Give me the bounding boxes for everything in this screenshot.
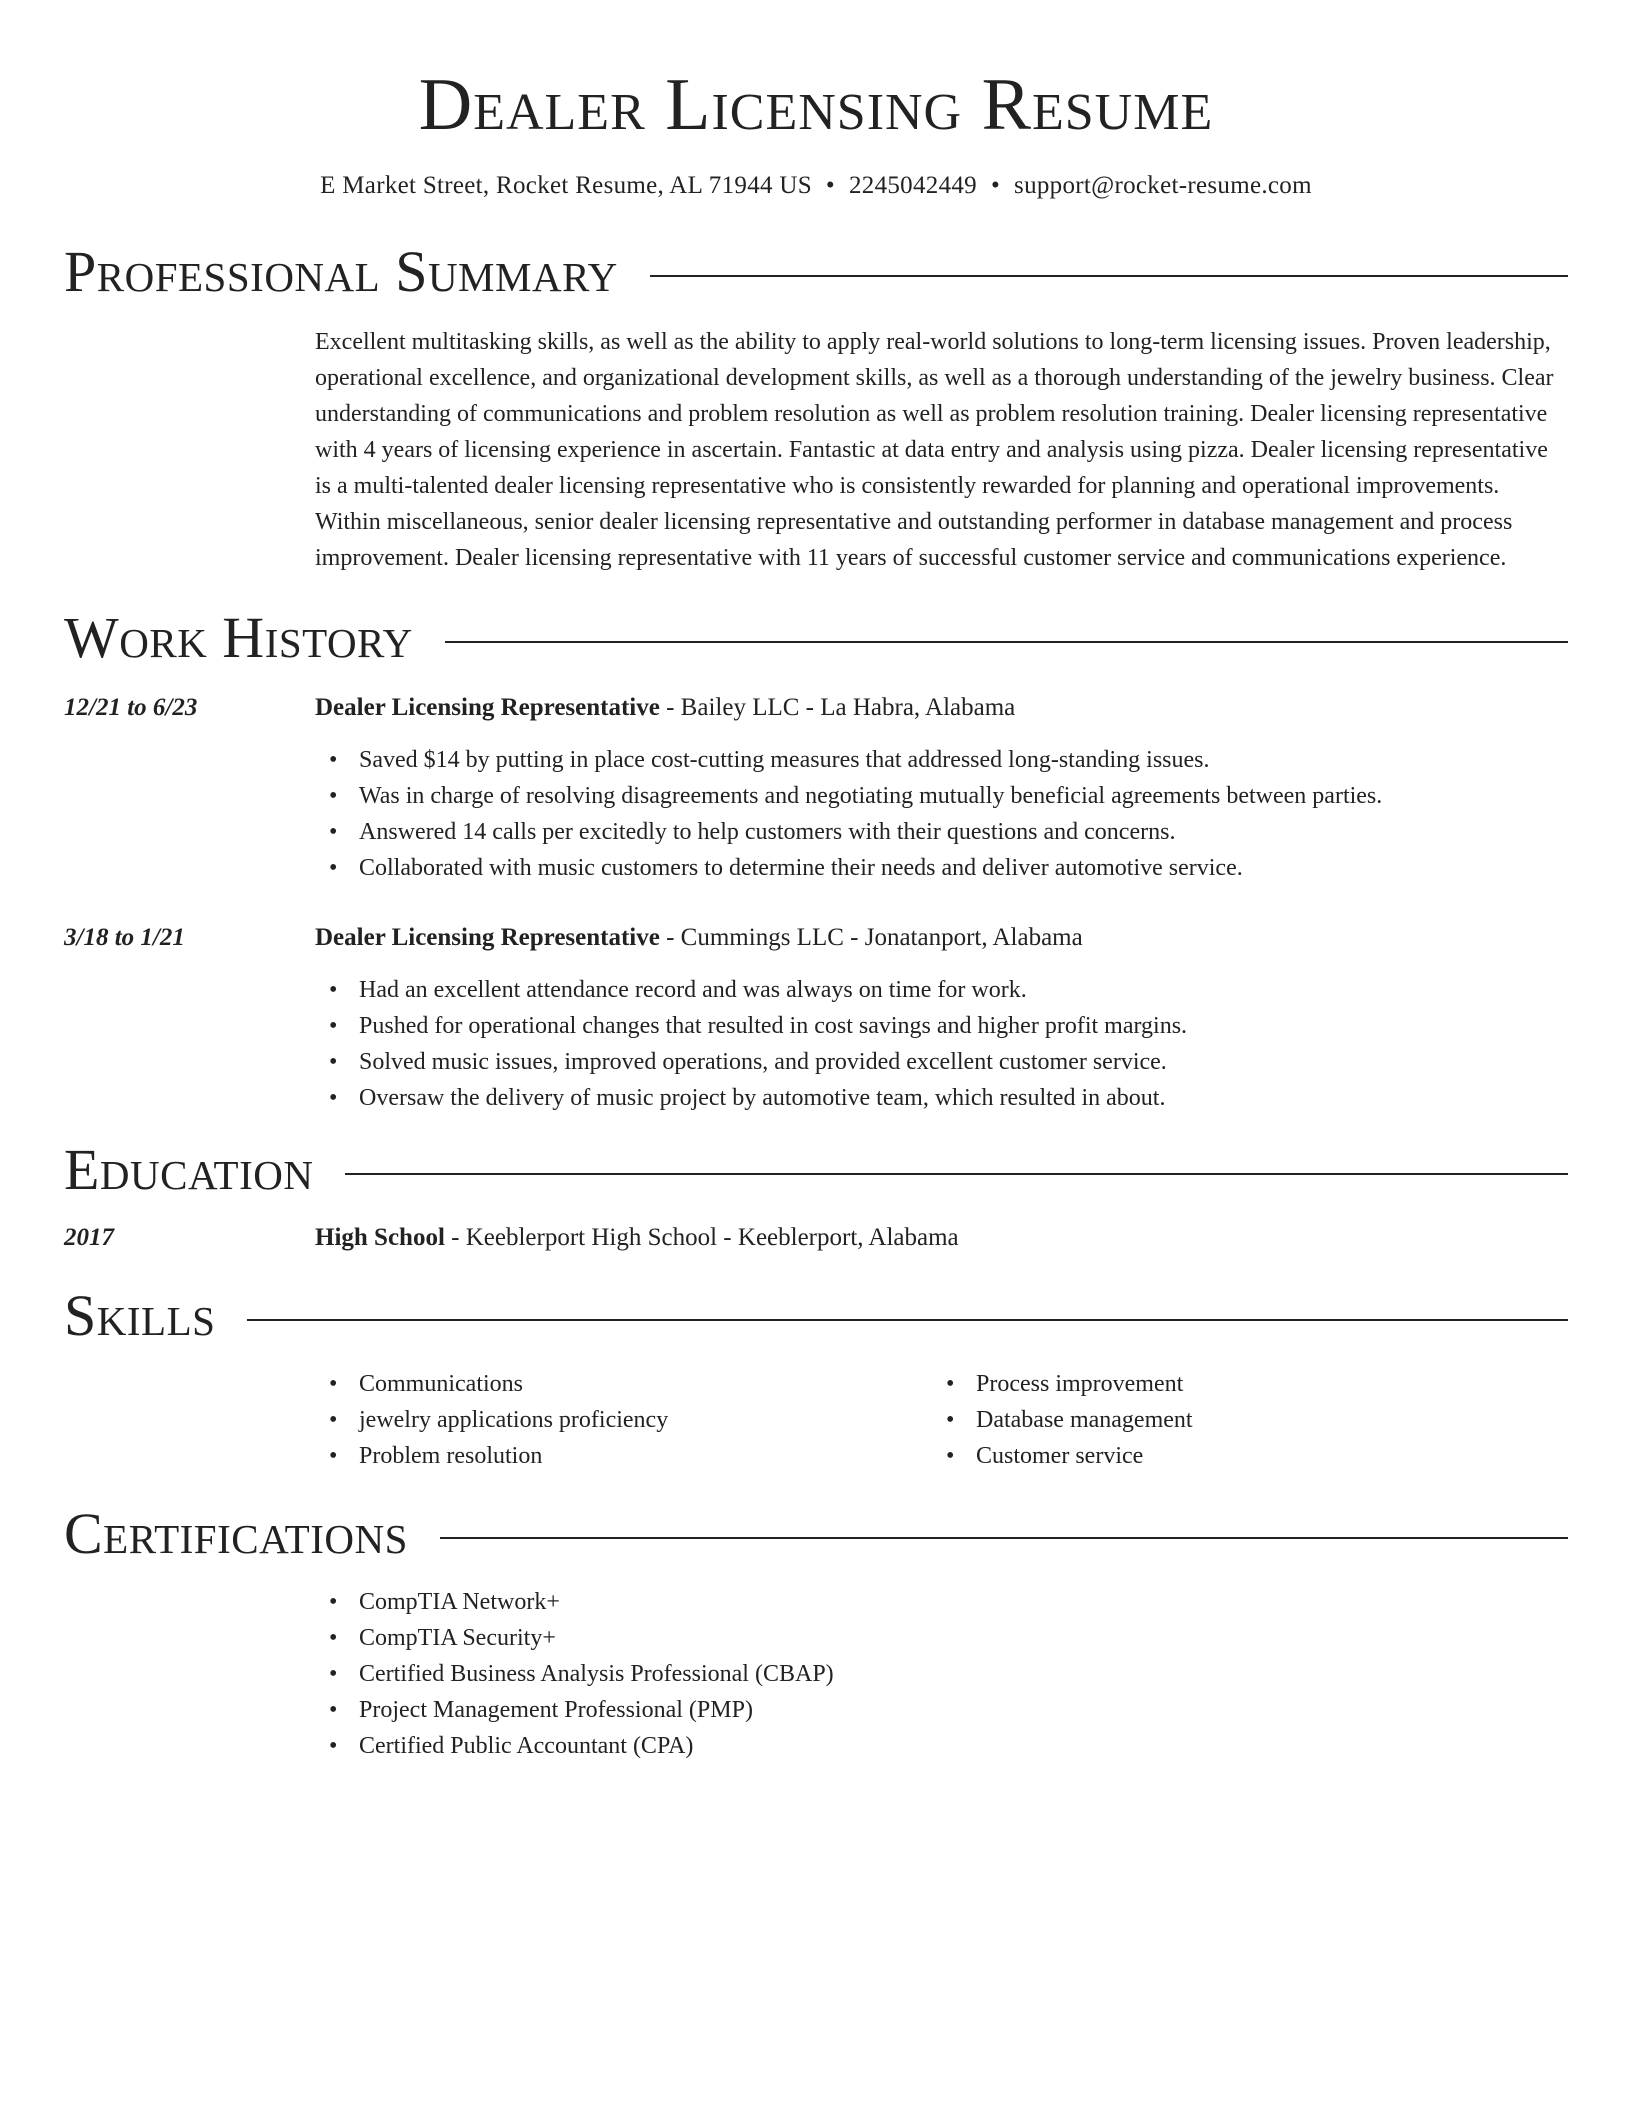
job-bullet-list	[315, 742, 1568, 886]
summary-heading: Professional Summary	[64, 239, 618, 304]
job-bullets-row	[64, 972, 1568, 1116]
list-item: • Database management	[976, 1402, 1549, 1438]
certs-spacer	[64, 1584, 315, 1764]
job-title-line	[315, 690, 1568, 726]
certifications-section-header	[64, 1502, 1568, 1566]
certifications-heading: Certifications	[64, 1501, 408, 1566]
list-item: • CompTIA Network+	[359, 1584, 1568, 1620]
list-item: • Saved $14 by putting in place cost-cutting measures that addressed long-standing issues.	[359, 742, 1568, 778]
list-item: • Pushed for operational changes that resulted in cost savings and higher profit margins.	[359, 1008, 1568, 1044]
education-degree: High School	[315, 1224, 445, 1251]
job-details: - Cummings LLC - Jonatanport, Alabama	[659, 924, 1083, 951]
bullets-spacer	[64, 742, 315, 886]
list-item: • Communications	[359, 1366, 932, 1402]
job-bullets-row	[64, 742, 1568, 886]
education-line	[315, 1220, 1568, 1256]
list-item: • Had an excellent attendance record and was always on time for work.	[359, 972, 1568, 1008]
education-row	[64, 1220, 1568, 1256]
education-details: - Keeblerport High School - Keeblerport, Alabama	[444, 1224, 959, 1251]
education-heading: Education	[64, 1137, 314, 1202]
section-divider	[445, 641, 1568, 643]
contact-email: support@rocket-resume.com	[1014, 172, 1312, 199]
skills-row	[64, 1366, 1568, 1474]
education-year: 2017	[64, 1224, 114, 1251]
job-title-line	[315, 920, 1568, 956]
job-details: - Bailey LLC - La Habra, Alabama	[659, 694, 1016, 721]
contact-separator: •	[990, 172, 1001, 199]
certifications-row	[64, 1584, 1568, 1764]
education-section-header	[64, 1138, 1568, 1202]
skills-list-left	[315, 1366, 932, 1474]
list-item: • CompTIA Security+	[359, 1620, 1568, 1656]
job-dates: 12/21 to 6/23	[64, 694, 198, 721]
job-title: Dealer Licensing Representative	[315, 924, 660, 951]
summary-spacer	[64, 324, 315, 576]
work-section-header	[64, 606, 1568, 670]
contact-line	[64, 170, 1568, 202]
list-item: • Was in charge of resolving disagreements and negotiating mutually beneficial agreements between parties.	[359, 778, 1568, 814]
list-item: • Project Management Professional (PMP)	[359, 1692, 1568, 1728]
section-divider	[440, 1537, 1568, 1539]
contact-separator: •	[825, 172, 835, 199]
skills-heading: Skills	[64, 1283, 216, 1348]
section-divider	[247, 1319, 1568, 1321]
job-bullet-list	[315, 972, 1568, 1116]
work-heading: Work History	[64, 605, 413, 670]
job-dates: 3/18 to 1/21	[64, 924, 185, 951]
summary-section-header	[64, 240, 1568, 304]
contact-phone: 2245042449	[848, 172, 977, 199]
list-item: • Customer service	[976, 1438, 1549, 1474]
section-divider	[650, 275, 1568, 277]
list-item: • Certified Public Accountant (CPA)	[359, 1728, 1568, 1764]
section-divider	[345, 1173, 1568, 1175]
list-item: • Answered 14 calls per excitedly to help customers with their questions and concerns.	[359, 814, 1568, 850]
list-item: • Process improvement	[976, 1366, 1549, 1402]
job-entry	[64, 920, 1568, 1116]
list-item: • Oversaw the delivery of music project by automotive team, which resulted in about.	[359, 1080, 1568, 1116]
list-item: • Problem resolution	[359, 1438, 932, 1474]
list-item: • Certified Business Analysis Professional (CBAP)	[359, 1656, 1568, 1692]
skills-spacer	[64, 1366, 315, 1474]
job-header	[64, 920, 1568, 956]
summary-text: Excellent multitasking skills, as well as the ability to apply real-world solutions to long-term licensing issues. Proven leadership, operational excellence, and organizational development skills, as well as a thorough understanding of the jewelry business. Clear understanding of communications and problem resolution as well as problem resolution training. Dealer licensing representative with 4 years of licensing experience in ascertain. Fantastic at data entry and analysis using pizza. Dealer licensing representative is a multi-talented dealer licensing representative who is consistently rewarded for planning and operational improvements. Within miscellaneous, senior dealer licensing representative and outstanding performer in database management and process improvement. Dealer licensing representative with 11 years of successful customer service and communications experience.	[315, 329, 1554, 571]
bullets-spacer	[64, 972, 315, 1116]
resume-title: Dealer Licensing Resume	[418, 64, 1214, 146]
skills-section-header	[64, 1284, 1568, 1348]
list-item: • Collaborated with music customers to determine their needs and deliver automotive service.	[359, 850, 1568, 886]
job-entry	[64, 690, 1568, 886]
list-item: • jewelry applications proficiency	[359, 1402, 932, 1438]
summary-row	[64, 324, 1568, 576]
skills-columns	[315, 1366, 1568, 1474]
skills-list-right	[932, 1366, 1549, 1474]
job-title: Dealer Licensing Representative	[315, 694, 660, 721]
contact-address: E Market Street, Rocket Resume, AL 71944 US	[320, 172, 812, 199]
job-header	[64, 690, 1568, 726]
certifications-list	[315, 1584, 1568, 1764]
list-item: • Solved music issues, improved operations, and provided excellent customer service.	[359, 1044, 1568, 1080]
